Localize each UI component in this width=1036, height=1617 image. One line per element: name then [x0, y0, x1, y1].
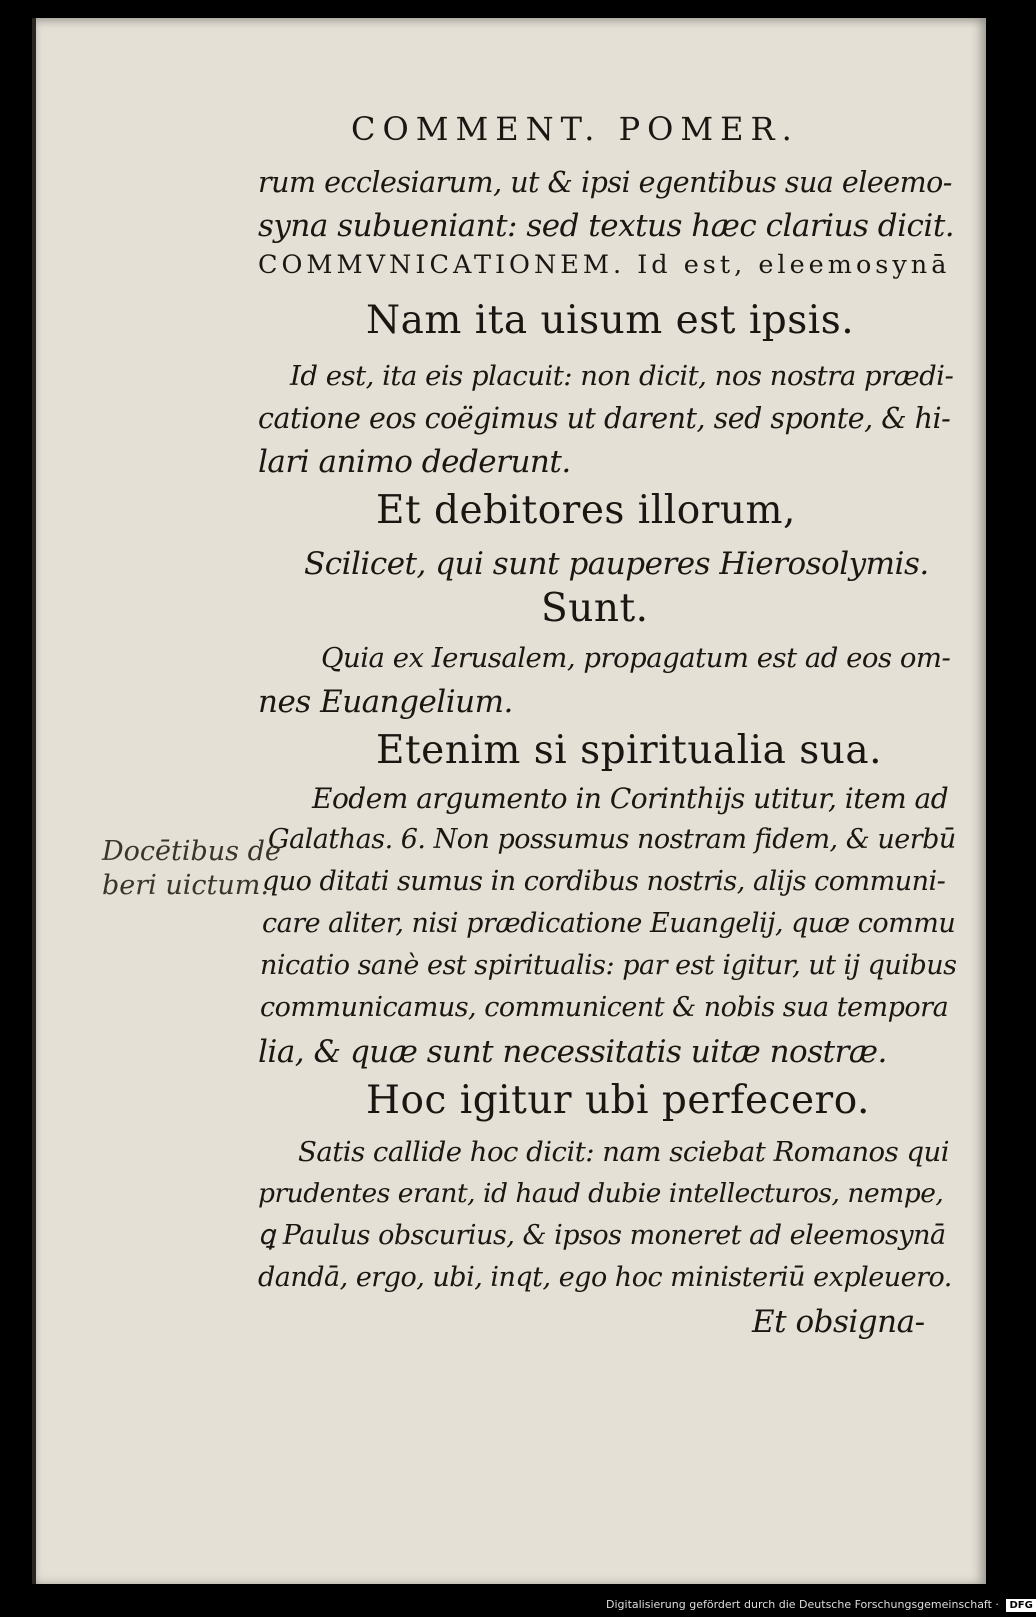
text-line: Satis callide hoc dicit: nam sciebat Romanos qui [298, 1136, 950, 1168]
lemma-heading: Nam ita uisum est ipsis. [366, 298, 855, 343]
text-line: nicatio sanè est spiritualis: par est igitur, ut ij quibus [260, 950, 957, 981]
text-line: quo ditati sumus in cordibus nostris, alijs communi- [262, 866, 946, 897]
margin-note: beri uictum. [102, 870, 269, 901]
lemma-heading: Hoc igitur ubi perfecero. [366, 1078, 870, 1123]
text-line: prudentes erant, id haud dubie intellecturos, nempe, [258, 1178, 944, 1209]
text-line: care aliter, nisi prædicatione Euangelij, quæ commu [262, 908, 956, 939]
text-line: lari animo dederunt. [258, 444, 571, 480]
text-line: COMMVNICATIONEM. Id est, eleemosynā [258, 250, 951, 280]
margin-note: Docētibus de [102, 836, 281, 867]
catchword: Et obsigna- [752, 1304, 925, 1340]
dfg-logo: DFG [1006, 1599, 1035, 1612]
lemma-heading: Et debitores illorum, [376, 488, 796, 533]
text-line: catione eos coëgimus ut darent, sed sponte, & hi- [258, 402, 951, 435]
text-line: Id est, ita eis placuit: non dicit, nos nostra prædi- [290, 360, 954, 392]
text-line: Eodem argumento in Corinthijs utitur, item ad [312, 782, 949, 815]
lemma-heading: Etenim si spiritualia sua. [376, 728, 883, 773]
text-line: rum ecclesiarum, ut & ipsi egentibus sua eleemo- [258, 166, 952, 199]
text-line: lia, & quæ sunt necessitatis uitæ nostræ. [258, 1034, 887, 1070]
text-line: nes Euangelium. [258, 684, 513, 720]
running-head: COMMENT. POMER. [351, 110, 799, 148]
book-page [32, 18, 986, 1584]
footer-credit: Digitalisierung gefördert durch die Deutsche Forschungsgemeinschaft · DFG [606, 1596, 1036, 1614]
text-line: ꝗ Paulus obscurius, & ipsos moneret ad eleemosynā [258, 1220, 946, 1251]
lemma-heading: Sunt. [541, 586, 649, 631]
text-line: Galathas. 6. Non possumus nostram fidem, & uerbū [268, 824, 956, 855]
text-line: communicamus, communicent & nobis sua tempora [260, 992, 949, 1023]
text-line: Quia ex Ierusalem, propagatum est ad eos om- [321, 642, 951, 674]
text-line: syna subueniant: sed textus hæc clarius dicit. [258, 208, 955, 244]
text-line: Scilicet, qui sunt pauperes Hierosolymis. [304, 546, 929, 582]
footer-text: Digitalisierung gefördert durch die Deutsche Forschungsgemeinschaft [606, 1598, 992, 1611]
text-line: dandā, ergo, ubi, inqt, ego hoc ministeriū expleuero. [258, 1262, 952, 1293]
